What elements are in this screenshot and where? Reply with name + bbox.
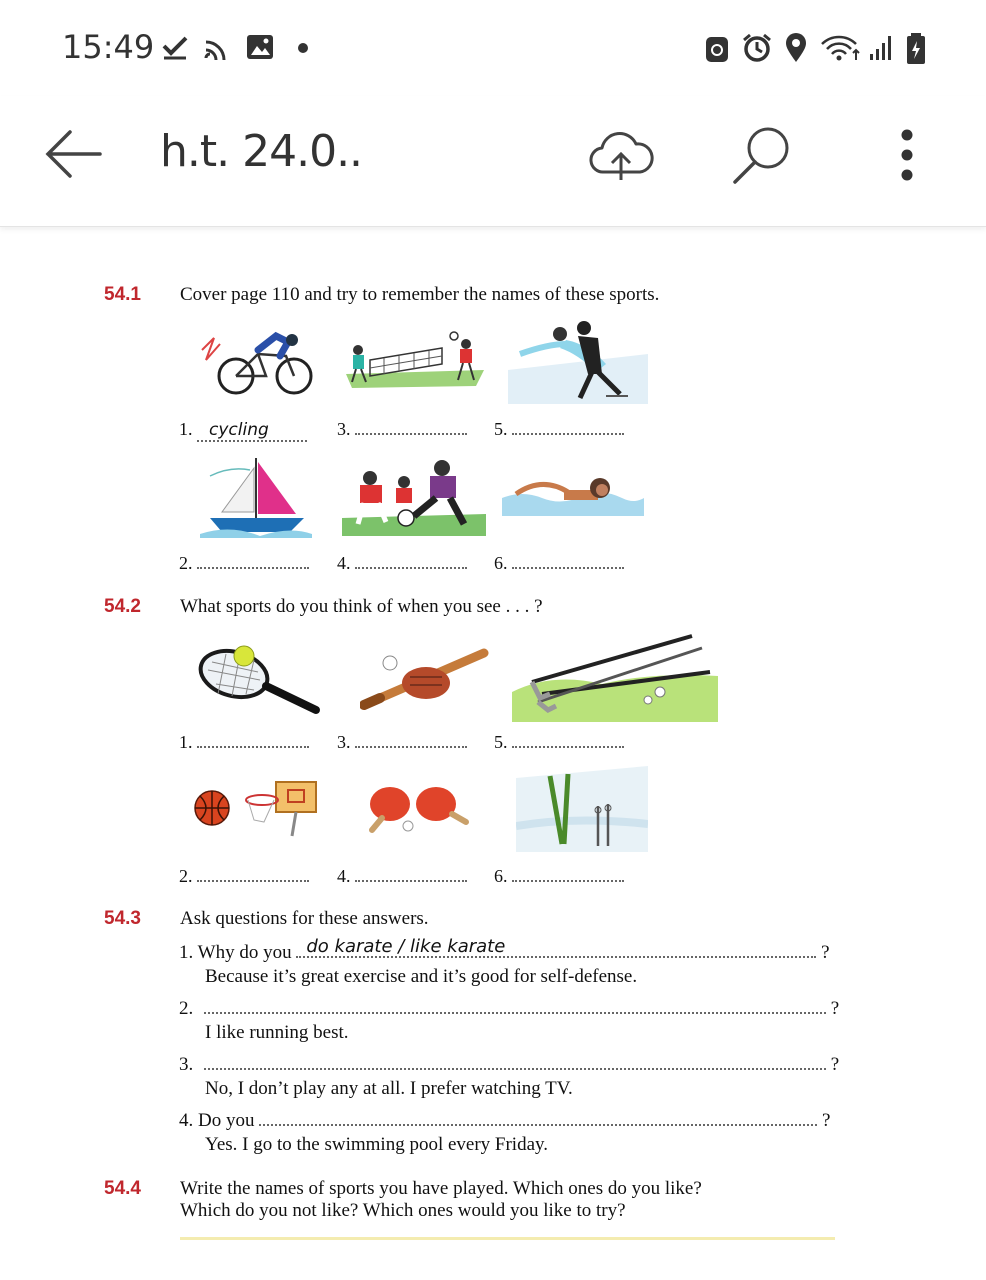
writing-line[interactable]	[180, 1237, 835, 1240]
image-icon	[245, 32, 275, 62]
back-arrow-icon[interactable]	[42, 128, 104, 180]
item-number: 4.	[337, 866, 351, 886]
item-number: 1.	[179, 419, 193, 439]
cast-icon	[202, 32, 230, 62]
exercise-number: 54.2	[104, 596, 141, 617]
backup-icon	[704, 32, 730, 64]
skiing-illustration	[516, 766, 648, 852]
app-bar	[0, 96, 986, 227]
answer-line-4[interactable]	[337, 866, 467, 887]
item-number: 5.	[494, 732, 508, 752]
more-vert-icon[interactable]	[896, 128, 918, 184]
question-line-2[interactable]	[179, 998, 839, 1020]
baseball-illustration	[360, 645, 490, 711]
answer-line-6[interactable]	[494, 553, 624, 574]
document-title: h.t. 24.0..	[160, 126, 363, 177]
item-number: 6.	[494, 866, 508, 886]
answer-line-2[interactable]	[179, 553, 309, 574]
basketball-illustration	[192, 778, 322, 838]
tennis-racket-illustration	[196, 640, 324, 716]
answer-text-3: No, I don’t play any at all. I prefer watching TV.	[205, 1078, 573, 1099]
exercise-instruction-line-2: Which do you not like? Which ones would you like to try?	[180, 1200, 626, 1221]
item-number: 2.	[179, 866, 193, 886]
answer-line-5[interactable]	[494, 732, 624, 753]
alarm-icon	[741, 32, 773, 64]
item-number: 2.	[179, 998, 194, 1019]
item-number: 3.	[179, 1054, 194, 1075]
exercise-instruction: Ask questions for these answers.	[180, 908, 429, 929]
cycling-illustration	[196, 330, 320, 398]
exercise-instruction-line-1: Write the names of sports you have played. Which ones do you like?	[180, 1178, 702, 1199]
location-icon	[783, 32, 809, 64]
sailing-illustration	[200, 456, 312, 538]
answer-line-3[interactable]	[337, 732, 467, 753]
battery-icon	[904, 32, 928, 66]
question-line-1[interactable]	[179, 936, 830, 964]
table-tennis-illustration	[364, 782, 472, 834]
answer-text-4: Yes. I go to the swimming pool every Friday.	[205, 1134, 549, 1155]
item-number: 2.	[179, 553, 193, 573]
handwritten-answer: do karate / like karate	[306, 936, 506, 957]
question-mark: ?	[830, 1054, 840, 1075]
question-line-4[interactable]	[179, 1110, 830, 1132]
item-number: 1.	[179, 942, 194, 963]
item-number: 4.	[337, 553, 351, 573]
answer-line-5[interactable]	[494, 419, 624, 440]
item-number: 6.	[494, 553, 508, 573]
question-mark: ?	[821, 1110, 831, 1131]
item-number: 4.	[179, 1110, 194, 1131]
answer-line-2[interactable]	[179, 866, 309, 887]
cloud-upload-icon[interactable]	[588, 126, 654, 184]
swimming-illustration	[502, 470, 644, 516]
answer-text-2: I like running best.	[205, 1022, 349, 1043]
question-prefix: Do you	[198, 1110, 255, 1131]
status-bar	[0, 0, 986, 96]
answer-line-4[interactable]	[337, 553, 467, 574]
item-number: 5.	[494, 419, 508, 439]
exercise-number: 54.3	[104, 908, 141, 929]
badminton-illustration	[344, 330, 486, 388]
golf-illustration	[512, 632, 718, 722]
question-line-3[interactable]	[179, 1054, 839, 1076]
question-mark: ?	[821, 942, 830, 963]
exercise-number: 54.4	[104, 1178, 141, 1199]
answer-line-6[interactable]	[494, 866, 624, 887]
ice-skating-illustration	[508, 314, 648, 404]
check-icon	[160, 32, 190, 62]
handwritten-answer: cycling	[209, 420, 269, 440]
item-number: 1.	[179, 732, 193, 752]
item-number: 3.	[337, 732, 351, 752]
signal-icon	[868, 32, 896, 64]
football-illustration	[342, 458, 486, 536]
answer-line-3[interactable]	[337, 419, 467, 440]
exercise-instruction: Cover page 110 and try to remember the names of these sports.	[180, 284, 660, 305]
answer-line-1[interactable]	[179, 732, 309, 753]
status-time: 15:49	[62, 28, 155, 66]
answer-line-1[interactable]	[179, 419, 307, 442]
exercise-instruction: What sports do you think of when you see . . . ?	[180, 596, 543, 617]
search-icon[interactable]	[730, 124, 796, 186]
question-mark: ?	[830, 998, 840, 1019]
exercise-number: 54.1	[104, 284, 141, 305]
item-number: 3.	[337, 419, 351, 439]
answer-text-1: Because it’s great exercise and it’s good for self-defense.	[205, 966, 638, 987]
wifi-icon	[820, 32, 864, 64]
dot-icon	[296, 32, 310, 62]
question-prefix: Why do you	[197, 942, 292, 963]
